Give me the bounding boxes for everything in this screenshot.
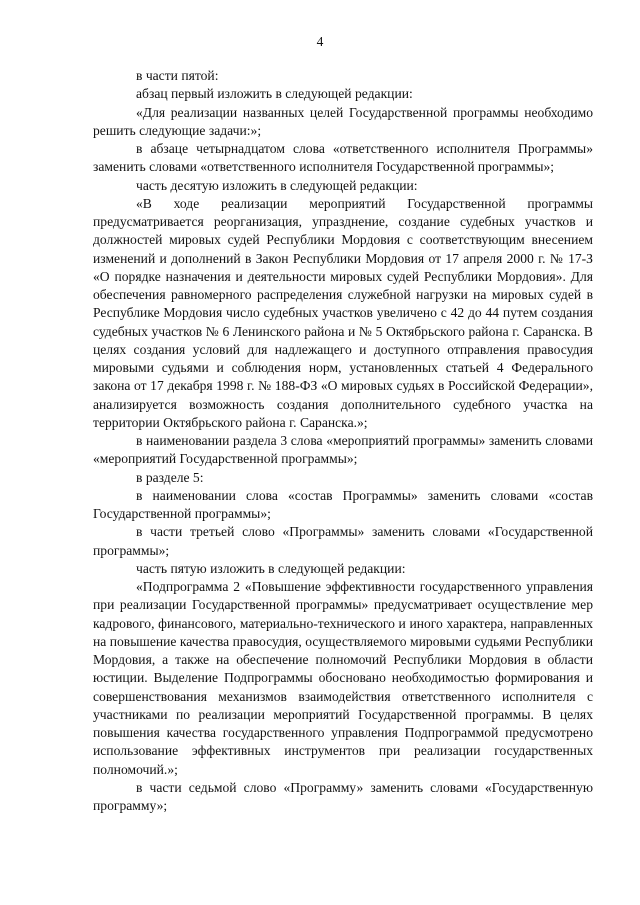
paragraph: в наименовании слова «состав Программы» заменить словами «состав Государственной программы»; bbox=[93, 487, 593, 521]
paragraph: в абзаце четырнадцатом слова «ответственного исполнителя Программы» заменить словами «ответственного исполнителя Государственной программы»; bbox=[93, 141, 593, 175]
quoted-paragraph: «Подпрограмма 2 «Повышение эффективности государственного управления при реализации Государственной программы» предусматривает осуществление мер кадрового, финансового, материально-технического и иного характера, направленных на повышение качества правосудия, осуществляемого мировыми судьями Республики Мордовия, а также на обеспечение полномочий Республики Мордовия в области юстиции. Выделение Подпрограммы обосновано необходимостью формирования и совершенствования механизмов взаимодействия ответственного исполнителя с участниками по реализации мероприятий Государственной программы. В целях повышения качества государственного управления Подпрограммой предусмотрено использование эффективных инструментов при реализации государственных полномочий.»; bbox=[93, 579, 593, 777]
paragraph: часть пятую изложить в следующей редакции: bbox=[136, 560, 406, 576]
paragraph: в наименовании раздела 3 слова «мероприятий программы» заменить словами «мероприятий Государственной программы»; bbox=[93, 433, 593, 467]
paragraph: в разделе 5: bbox=[136, 469, 204, 485]
quoted-paragraph: «Для реализации названных целей Государственной программы необходимо решить следующие задачи:»; bbox=[93, 104, 593, 138]
quoted-paragraph: «В ходе реализации мероприятий Государственной программы предусматривается реорганизация, упразднение, создание судебных участков и должностей мировых судей Республики Мордовия с соответствующим внесением изменений и дополнений в Закон Республики Мордовия от 17 апреля 2000 г. № 17-З «О порядке назначения и деятельности мировых судей Республики Мордовия». Для обеспечения равномерного распределения служебной нагрузки на мировых судей в Республике Мордовия число судебных участков увеличено с 42 до 44 путем создания судебных участков № 6 Ленинского района и № 5 Октябрьского района г. Саранска. В целях создания условий для надлежащего и доступного отправления правосудия мировыми судьями и соблюдения норм, установленных статьей 4 Федерального закона от 17 декабря 1998 г. № 188-ФЗ «О мировых судьях в Российской Федерации», анализируется возможность создания дополнительного судебного участка на территории Октябрьского района г. Саранска.»; bbox=[93, 195, 593, 430]
paragraph: абзац первый изложить в следующей редакции: bbox=[136, 86, 413, 102]
paragraph: в части седьмой слово «Программу» заменить словами «Государственную программу»; bbox=[93, 779, 593, 813]
document-body bbox=[93, 67, 593, 815]
paragraph: часть десятую изложить в следующей редакции: bbox=[136, 177, 418, 193]
paragraph: в части пятой: bbox=[136, 68, 219, 83]
paragraph: в части третьей слово «Программы» заменить словами «Государственной программы»; bbox=[93, 524, 593, 558]
page-number: 4 bbox=[316, 34, 324, 49]
